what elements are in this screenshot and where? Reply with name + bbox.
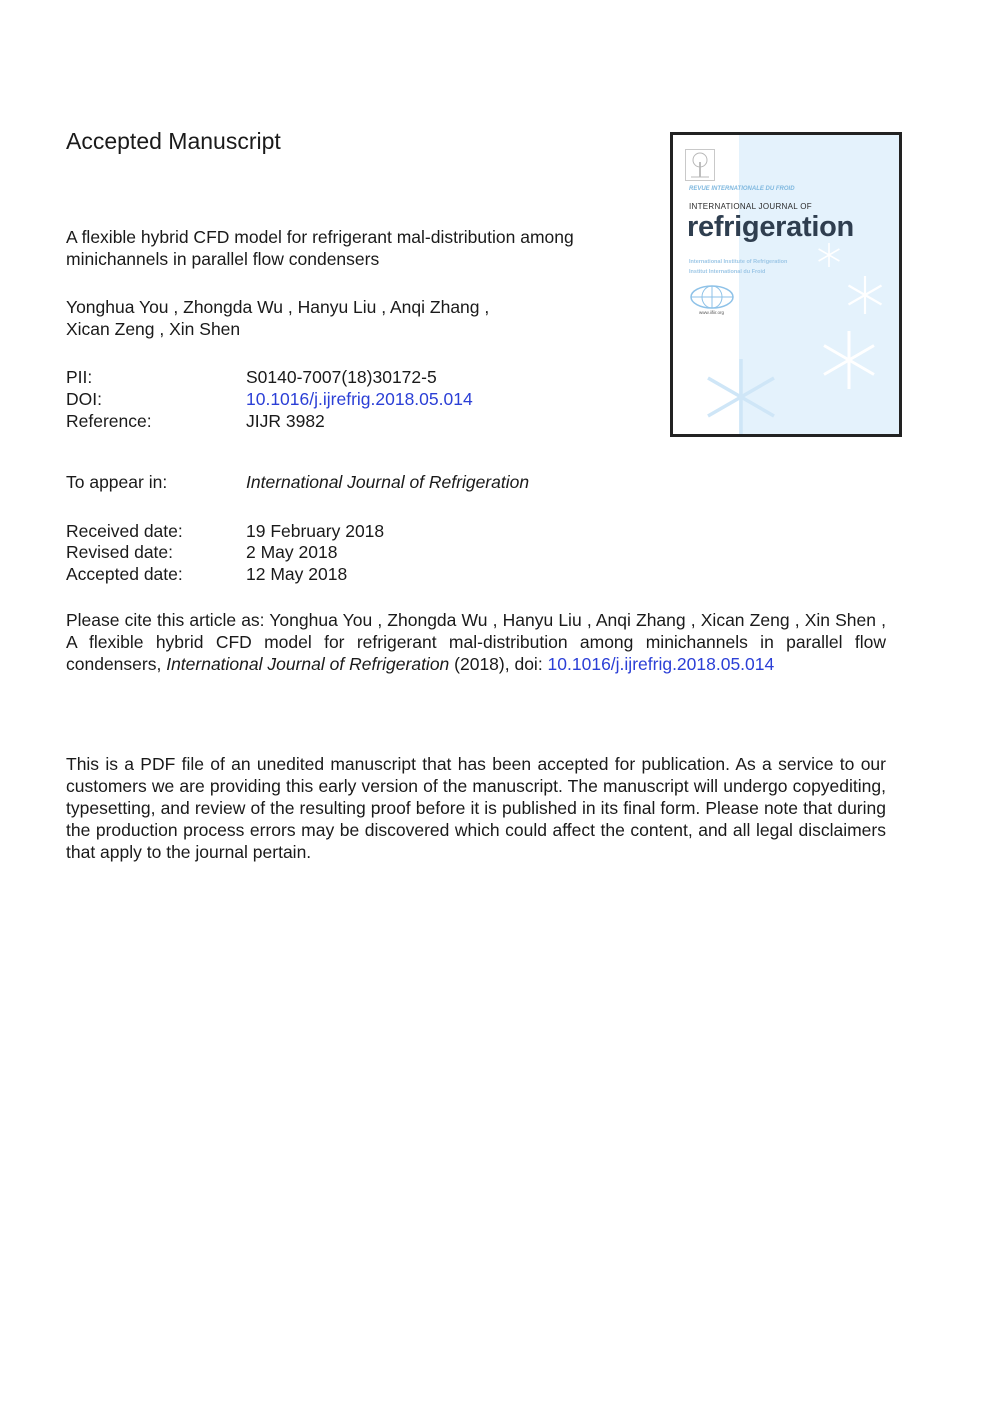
tree-icon: [686, 150, 714, 180]
pii-label: PII:: [66, 367, 93, 387]
globe-icon: [689, 284, 735, 310]
appear-value: International Journal of Refrigeration: [246, 472, 530, 492]
cover-tagline: REVUE INTERNATIONALE DU FROID: [689, 186, 795, 192]
received-value: 19 February 2018: [246, 521, 385, 541]
received-label: Received date:: [66, 521, 183, 541]
accepted-value: 12 May 2018: [246, 564, 348, 584]
cover-institute-fr: Institut International du Froid: [689, 269, 766, 275]
revised-value: 2 May 2018: [246, 542, 338, 562]
reference-label: Reference:: [66, 411, 152, 431]
appear-label: To appear in:: [66, 472, 168, 492]
doi-label: DOI:: [66, 389, 102, 409]
revised-label: Revised date:: [66, 542, 174, 562]
authors: [66, 296, 566, 340]
pii-value: S0140-7007(18)30172-5: [246, 367, 437, 387]
cover-journal-name: refrigeration: [687, 211, 854, 243]
snowflake-icon: [695, 357, 787, 437]
doi-link[interactable]: 10.1016/j.ijrefrig.2018.05.014: [246, 389, 473, 409]
citation-paragraph: [66, 609, 886, 675]
citation-text: Please cite this article as: Yonghua You , Zhongda Wu , Hanyu Liu , Anqi Zhang , Xican Zeng , Xin Shen , A flexible hybrid CFD model for refrigerant mal-distribution among minichannels in parallel flow condensers,: [66, 610, 886, 674]
journal-cover: [670, 132, 902, 437]
elsevier-logo: [685, 149, 715, 181]
article-title: A flexible hybrid CFD model for refrigerant mal-distribution among minichannels in parallel flow condensers: [66, 227, 574, 269]
page-heading: Accepted Manuscript: [66, 128, 281, 154]
snowflake-icon: [816, 327, 882, 393]
authors-line-1: Yonghua You , Zhongda Wu , Hanyu Liu , Anqi Zhang ,: [66, 297, 490, 317]
accepted-label: Accepted date:: [66, 564, 183, 584]
citation-journal: International Journal of Refrigeration: [166, 654, 450, 674]
citation-doi-link[interactable]: 10.1016/j.ijrefrig.2018.05.014: [547, 654, 775, 674]
authors-line-2: Xican Zeng , Xin Shen: [66, 319, 241, 339]
cover-journal-of: INTERNATIONAL JOURNAL OF: [689, 202, 812, 211]
cover-url: www.iifiir.org: [699, 310, 725, 315]
reference-value: JIJR 3982: [246, 411, 325, 431]
snowflake-icon: [843, 273, 887, 317]
snowflake-icon: [815, 241, 843, 269]
citation-middle: (2018), doi:: [449, 654, 548, 674]
cover-institute-en: International Institute of Refrigeration: [689, 259, 788, 265]
manuscript-notice: This is a PDF file of an unedited manuscript that has been accepted for publication. As a service to our customers we are providing this early version of the manuscript. The manuscript will undergo copyediting, typesetting, and review of the resulting proof before it is published in its final form. Please note that during the production process errors may be discovered which could affect the content, and all legal disclaimers that apply to the journal pertain.: [66, 754, 886, 862]
